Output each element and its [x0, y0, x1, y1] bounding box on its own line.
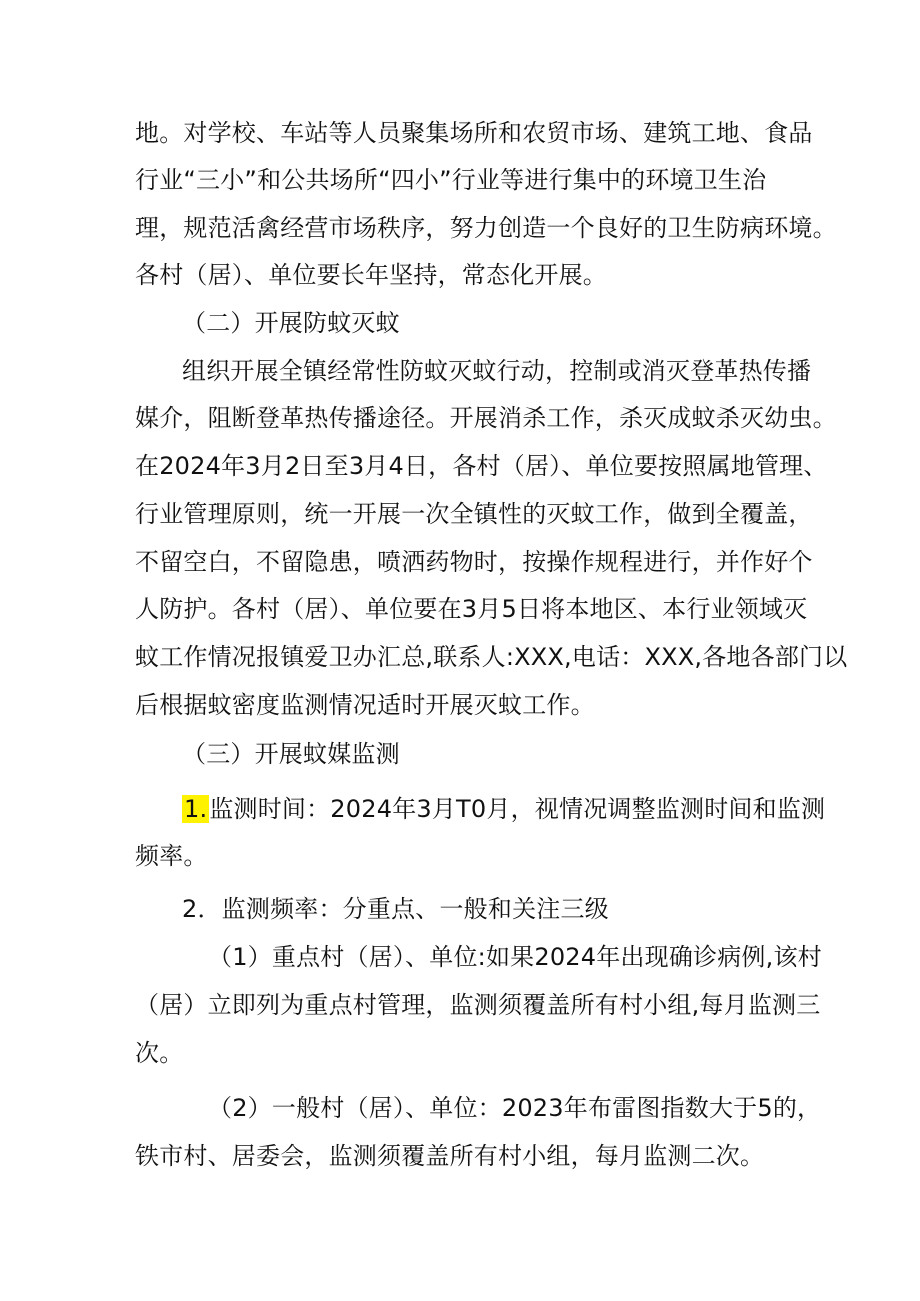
- section-heading-3: （三）开展蚊媒监测: [182, 740, 400, 768]
- paragraph-line: 在2024年3月2日至3月4日，各村（居）、单位要按照属地管理、: [135, 452, 828, 480]
- paragraph-line: 行业“三小”和公共场所“四小”行业等进行集中的环境卫生治: [135, 166, 767, 194]
- paragraph-line: 组织开展全镇经常性防蚊灭蚊行动，控制或消灭登革热传播: [182, 357, 812, 385]
- section-heading-2: （二）开展防蚊灭蚊: [182, 309, 400, 337]
- highlight-label: 1.: [184, 795, 208, 823]
- paragraph-line: 频率。: [135, 842, 208, 870]
- paragraph-line: （居）立即列为重点村管理，监测须覆盖所有村小组,每月监测三: [135, 991, 821, 1019]
- paragraph-line: 人防护。各村（居）、单位要在3月5日将本地区、本行业领域灭: [135, 595, 808, 623]
- paragraph-text: 监测时间：2024年3月T0月，视情况调整监测时间和监测: [209, 795, 826, 823]
- paragraph-line: 铁市村、居委会，监测须覆盖所有村小组，每月监测二次。: [135, 1142, 765, 1170]
- paragraph-line: 理，规范活禽经营市场秩序，努力创造一个良好的卫生防病环境。: [135, 214, 837, 242]
- paragraph-line: 次。: [135, 1039, 184, 1067]
- paragraph-line: 2．监测频率：分重点、一般和关注三级: [182, 895, 609, 923]
- paragraph-line: 蚊工作情况报镇爱卫办汇总,联系人:XXX,电话：XXX,各地各部门以: [135, 643, 848, 671]
- paragraph-line: 行业管理原则，统一开展一次全镇性的灭蚊工作，做到全覆盖，: [135, 500, 813, 528]
- paragraph-line: （2）一般村（居）、单位：2023年布雷图指数大于5的，: [208, 1094, 822, 1122]
- paragraph-line: 地。对学校、车站等人员聚集场所和农贸市场、建筑工地、食品: [135, 119, 813, 147]
- paragraph-line: （1）重点村（居）、单位:如果2024年出现确诊病例,该村: [208, 943, 822, 971]
- paragraph-line-highlighted: [182, 786, 825, 832]
- paragraph-line: 后根据蚊密度监测情况适时开展灭蚊工作。: [135, 691, 595, 719]
- paragraph-line: 各村（居）、单位要长年坚持，常态化开展。: [135, 261, 607, 289]
- paragraph-line: 媒介，阻断登革热传播途径。开展消杀工作，杀灭成蚊杀灭幼虫。: [135, 404, 837, 432]
- paragraph-line: 不留空白，不留隐患，喷洒药物时，按操作规程进行，并作好个: [135, 548, 813, 576]
